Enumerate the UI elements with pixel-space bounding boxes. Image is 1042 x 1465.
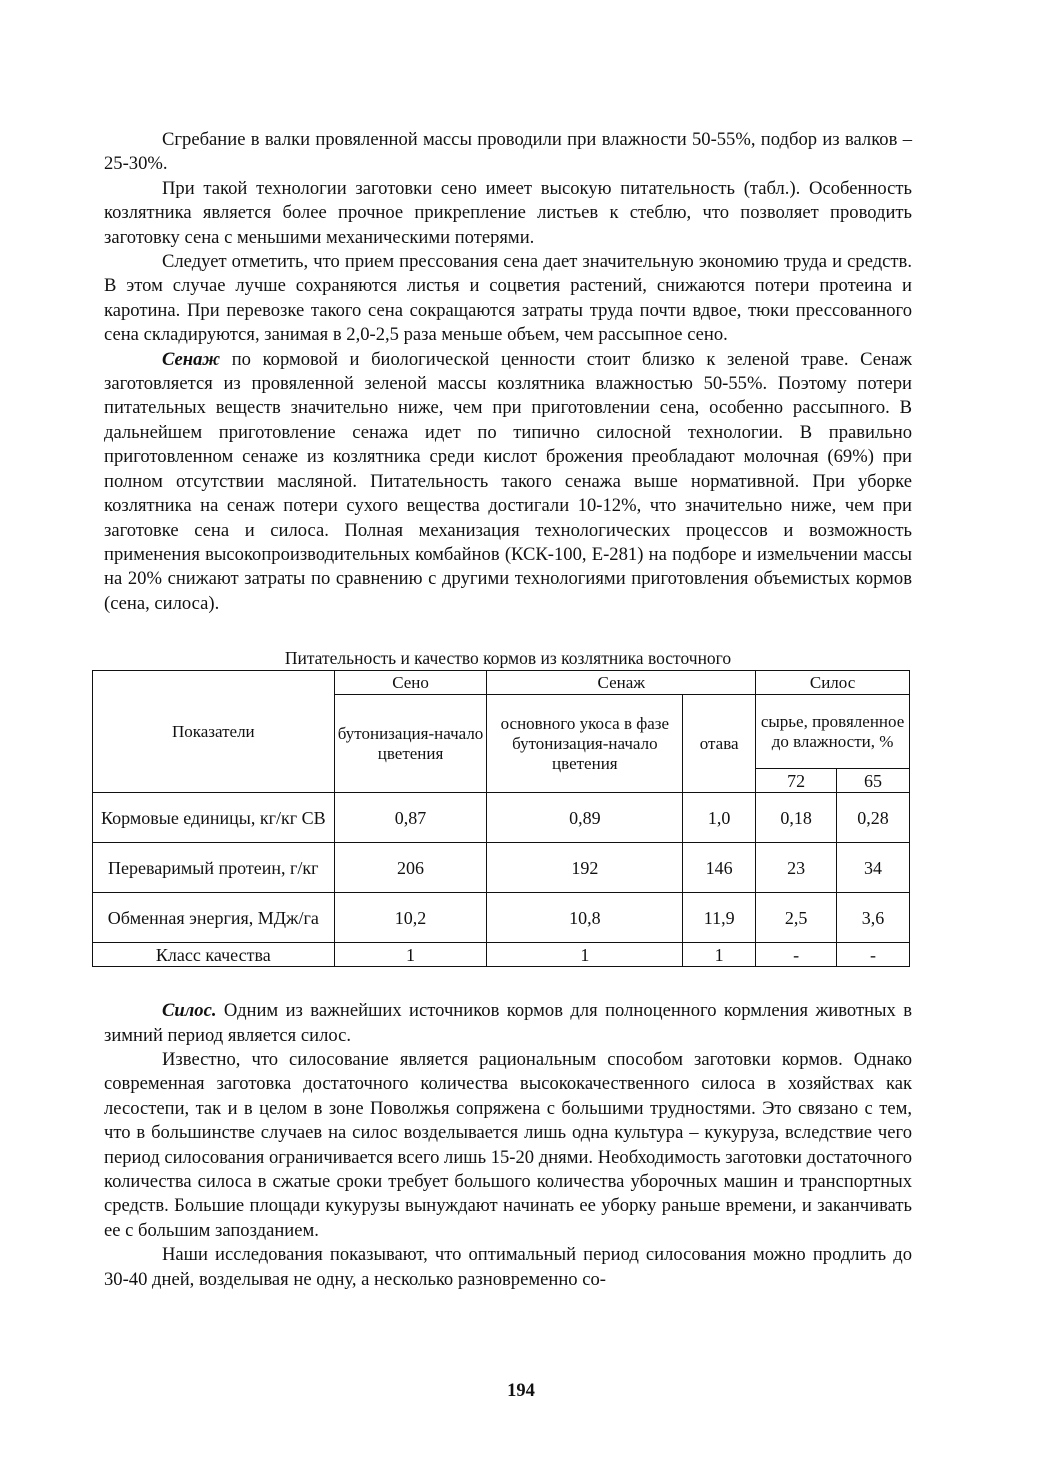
cell: -: [837, 943, 910, 967]
cell: 0,87: [334, 793, 487, 843]
header-silage: Силос: [756, 671, 910, 695]
senazh-text: по кормовой и биологической ценности стоит близко к зеленой траве. Сенаж заготовляется из провяленной зеленой массы козлятника влажностью 50-55%. Поэтому потери питательных веществ значительно ниже, чем при приготовлении сена, особенно рассыпного. В дальнейшем приготовление сенажа идет по типично силосной технологии. В правильно приготовленном сенаже из козлятника среди кислот брожения преобладают молочная (69%) при полном отсутствии масляной. Питательность такого сенажа выше нормативной. При уборке козлятника на сенаж потери сухого вещества достигали 10-12%, что значительно ниже, чем при заготовке сена и силоса. Полная механизация технологических процессов и возможность применения высокопроизводительных комбайнов (КСК-100, Е-281) на подборе и измельчении массы на 20% снижают затраты по сравнению с другими технологиями приготовления объемистых кормов (сена, силоса).: [104, 348, 912, 614]
page-number: 194: [507, 1381, 535, 1401]
cell: 0,18: [756, 793, 837, 843]
row-label: Кормовые единицы, кг/кг СВ: [93, 793, 335, 843]
cell: 1,0: [683, 793, 756, 843]
cell: 1: [487, 943, 683, 967]
silos-lead: Силос.: [162, 1000, 217, 1022]
table-row: [93, 793, 910, 843]
page-content: [101, 128, 912, 1292]
moisture-65: 65: [837, 769, 910, 793]
table-row: [93, 843, 910, 893]
cell: 0,89: [487, 793, 683, 843]
subheader-haylage-main: основного укоса в фазе бутонизация-начало цветения: [487, 695, 683, 793]
paragraph: Следует отметить, что прием прессования сена дает значительную экономию труда и средств. В этом случае лучше сохраняются листья и соцветия растений, снижаются потери протеина и каротина. При перевозке такого сена сокращаются затраты труда почти вдвое, тюки прессованного сена складируются, занимая в 2,0-2,5 раза меньше объем, чем рассыпное сено.: [104, 251, 912, 346]
header-hay: Сено: [334, 671, 487, 695]
paragraph: Наши исследования показывают, что оптимальный период силосования можно продлить до 30-40 дней, возделывая не одну, а несколько разновременно со-: [104, 1244, 912, 1290]
subheader-silage: сырье, провяленное до влажности, %: [756, 695, 910, 769]
paragraph-senazh: [104, 348, 912, 616]
subheader-hay: бутонизация-начало цветения: [334, 695, 487, 793]
row-label: Переваримый протеин, г/кг: [93, 843, 335, 893]
senazh-lead: Сенаж: [162, 348, 221, 370]
cell: 23: [756, 843, 837, 893]
cell: 10,2: [334, 893, 487, 943]
paragraph-silos: [104, 999, 912, 1048]
nutrition-table: [92, 670, 910, 967]
header-indicators: Показатели: [93, 671, 335, 793]
cell: 34: [837, 843, 910, 893]
row-label: Класс качества: [93, 943, 335, 967]
table-row: [93, 943, 910, 967]
moisture-72: 72: [756, 769, 837, 793]
cell: 3,6: [837, 893, 910, 943]
paragraph: Сгребание в валки провяленной массы проводили при влажности 50-55%, подбор из валков – 25-30%.: [104, 129, 912, 175]
paragraph: Известно, что силосование является рациональным способом заготовки кормов. Однако современная заготовка достаточного количества высококачественного силоса в хозяйствах как лесостепи, так и в целом в зоне Поволжья сопряжена с большими трудностями. Это связано с тем, что в большинстве случаев на силос возделывается лишь одна культура – кукуруза, вследствие чего период силосования ограничивается всего лишь 15-20 днями. Необходимость заготовки достаточного количества силоса в сжатые сроки требует большого количества уборочных машин и транспортных средств. Большие площади кукурузы вынуждают начинать ее уборку раньше времени, и заканчивать ее с большим запозданием.: [104, 1048, 912, 1241]
paragraph: При такой технологии заготовки сено имеет высокую питательность (табл.). Особенность козлятника является более прочное прикрепление листьев к стеблю, что позволяет проводить заготовку сена с меньшими механическими потерями.: [104, 177, 912, 248]
cell: 11,9: [683, 893, 756, 943]
cell: 0,28: [837, 793, 910, 843]
cell: 192: [487, 843, 683, 893]
cell: 10,8: [487, 893, 683, 943]
silos-text: Одним из важнейших источников кормов для полноценного кормления животных в зимний период является силос.: [104, 1000, 912, 1046]
cell: 1: [334, 943, 487, 967]
table-caption: Питательность и качество кормов из козлятника восточного: [284, 648, 732, 669]
table-row: [93, 893, 910, 943]
cell: 2,5: [756, 893, 837, 943]
row-label: Обменная энергия, МДж/га: [93, 893, 335, 943]
header-haylage: Сенаж: [487, 671, 756, 695]
cell: 1: [683, 943, 756, 967]
cell: 146: [683, 843, 756, 893]
cell: 206: [334, 843, 487, 893]
cell: -: [756, 943, 837, 967]
subheader-haylage-otava: отава: [683, 695, 756, 793]
